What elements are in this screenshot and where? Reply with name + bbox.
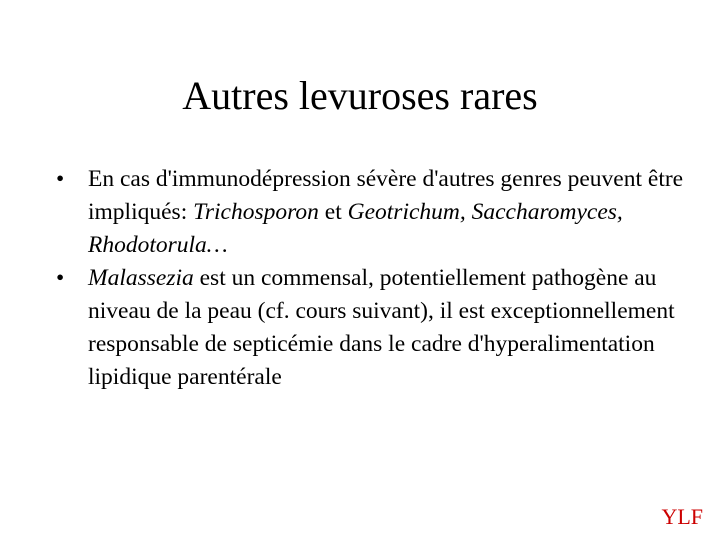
bullet-2-genus-malassezia: Malassezia bbox=[88, 265, 194, 291]
bullet-item-2 bbox=[52, 262, 692, 394]
footer-initials: YLF bbox=[661, 504, 703, 529]
bullet-item-1 bbox=[52, 163, 692, 262]
bullet-dot: • bbox=[56, 166, 65, 192]
bullet-1-connector: et bbox=[318, 199, 348, 225]
bullet-2-text: est un commensal, potentiellement pathogène au niveau de la peau (cf. cours suivant), il est exceptionnellement responsable de septicémie dans le cadre d'hyperalimentation lipidique parentérale bbox=[88, 265, 675, 390]
bullet-1-genus-trichosporon: Trichosporon bbox=[193, 199, 319, 225]
bullet-1-text: En cas d'immunodépression sévère d'autres genres peuvent être impliqués: bbox=[88, 166, 684, 225]
bullet-list bbox=[52, 163, 692, 394]
bullet-1-genus-list: Geotrichum, Saccharomyces, Rhodotorula… bbox=[88, 199, 623, 258]
slide-title: Autres levuroses rares bbox=[182, 73, 538, 118]
bullet-dot: • bbox=[56, 265, 65, 291]
